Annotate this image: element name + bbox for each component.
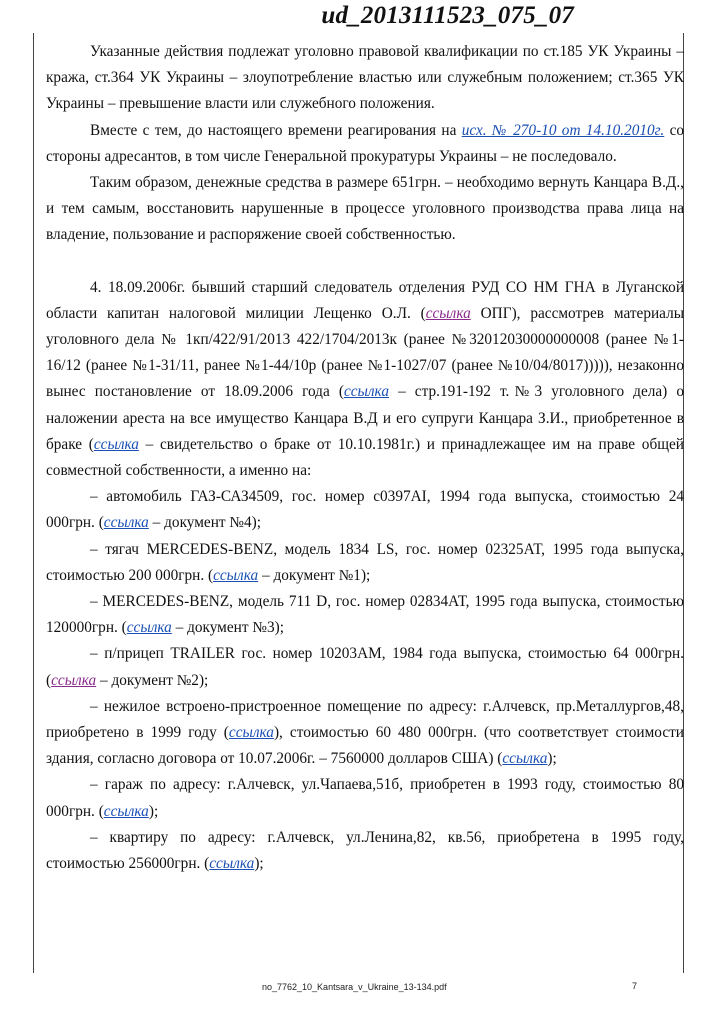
text-span: ОПГ), рассмотрев материалы уголовного дела № 1кп/422/91/2013 422/1704/2013к (ранее №32012030000000008 (ранее №1-16/12 (ранее №1-31/11, ранее №1-44/10р (ранее №1-1027/07 (ранее №10/04/8017))))), незаконно вынес постановление от 18.09.2006 года (	[46, 304, 684, 401]
text-span: 4. 18.09.2006г. бывший старший следователь отделения РУД СО НМ ГНА в Луганской области капитан налоговой милиции Лещенко О.Л. (	[46, 278, 684, 322]
list-item-mercedes-1834	[46, 537, 684, 589]
text-span: );	[254, 855, 264, 873]
document-1-link[interactable]: ссылка	[213, 566, 259, 584]
paragraph-item-4	[46, 275, 684, 485]
list-item-garage	[46, 772, 684, 824]
text-span: – нежилое встроено-пристроенное помещение по адресу: г.Алчевск, пр.Металлургов,48, приобретено в 1999 году (	[46, 697, 684, 742]
text-span: Вместе с тем, до настоящего времени реагирования на	[90, 121, 462, 139]
marriage-certificate-link[interactable]: ссылка	[93, 435, 139, 453]
document-2-link[interactable]: ссылка	[51, 671, 97, 689]
case-pages-link[interactable]: ссылка	[343, 383, 389, 401]
document-4-link[interactable]: ссылка	[103, 514, 149, 532]
paragraph-conclusion: Таким образом, денежные средства в размере 651грн. – необходимо вернуть Канцара В.Д., и тем самым, восстановить нарушенные в процессе уголовного производства права лица на владение, пользование и распоряжение своей собственностью.	[46, 174, 684, 244]
list-item-apartment	[46, 825, 684, 877]
apartment-link[interactable]: ссылка	[209, 855, 255, 873]
text-span: ), стоимостью 60 480 000грн. (что соответствует стоимости здания, согласно договора от 10.07.2006г. – 7560000 долларов США) (	[46, 724, 684, 768]
text-span: – тягач MERCEDES-BENZ, модель 1834 LS, гос. номер 02325АТ, 1995 года выпуска, стоимостью 200 000грн. (	[46, 540, 684, 584]
opg-link[interactable]: ссылка	[425, 304, 471, 322]
page-number: 7	[632, 981, 638, 991]
list-item-premises	[46, 694, 684, 773]
premises-purchase-link[interactable]: ссылка	[228, 724, 274, 742]
text-span: – свидетельство о браке от 10.10.1981г.) и принадлежащее им на праве общей совместной собственности, а именно на:	[46, 435, 684, 480]
list-item-trailer	[46, 641, 684, 693]
document-id-header: ud_2013111523_075_07	[321, 2, 574, 29]
text-span: – автомобиль ГАЗ-САЗ4509, гос. номер с0397АІ, 1994 года выпуска, стоимостью 24 000грн. (	[46, 488, 684, 532]
text-span: );	[547, 750, 557, 768]
paragraph-qualification: Указанные действия подлежат уголовно правовой квалификации по ст.185 УК Украины – кража, ст.364 УК Украины – злоупотребление властью или служебным положением; ст.365 УК Украины – превышение власти или служебного положения.	[46, 43, 684, 113]
garage-link[interactable]: ссылка	[103, 802, 149, 820]
text-span: – п/прицеп TRAILER гос. номер 10203АМ, 1984 года выпуска, стоимостью 64 000грн. (	[46, 645, 684, 689]
paragraph-no-response	[46, 118, 684, 170]
list-item-mercedes-711	[46, 589, 684, 641]
document-body	[46, 39, 684, 877]
text-span: – документ №3);	[171, 619, 284, 637]
list-item-gaz-car	[46, 484, 684, 536]
text-span: – стр.191-192 т.№3 уголовного дела) о наложении ареста на все имущество Канцара В.Д и его супруги Канцара З.И., приобретенное в браке (	[46, 383, 685, 453]
text-span: – документ №2);	[96, 671, 209, 689]
text-span: – гараж по адресу: г.Алчевск, ул.Чапаева,51б, приобретен в 1993 году, стоимостью 80 000грн. (	[46, 776, 684, 820]
text-span: – документ №4);	[148, 514, 261, 532]
outgoing-letter-link[interactable]: исх. № 270-10 от 14.10.2010г.	[461, 121, 665, 139]
text-span: );	[148, 802, 159, 820]
text-span: со стороны адресантов, в том числе Генеральной прокуратуры Украины – не последовало.	[46, 121, 685, 165]
text-span: – квартиру по адресу: г.Алчевск, ул.Ленина,82, кв.56, приобретена в 1995 году, стоимостью 256000грн. (	[46, 828, 684, 873]
document-3-link[interactable]: ссылка	[126, 619, 172, 637]
text-span: – документ №1);	[258, 566, 371, 584]
text-span: – MERCEDES-BENZ, модель 711 D, гос. номер 02834АТ, 1995 года выпуска, стоимостью 120000грн. (	[46, 593, 684, 637]
premises-contract-link[interactable]: ссылка	[502, 750, 548, 768]
footer-filename: no_7762_10_Kantsara_v_Ukraine_13-134.pdf	[262, 982, 447, 992]
